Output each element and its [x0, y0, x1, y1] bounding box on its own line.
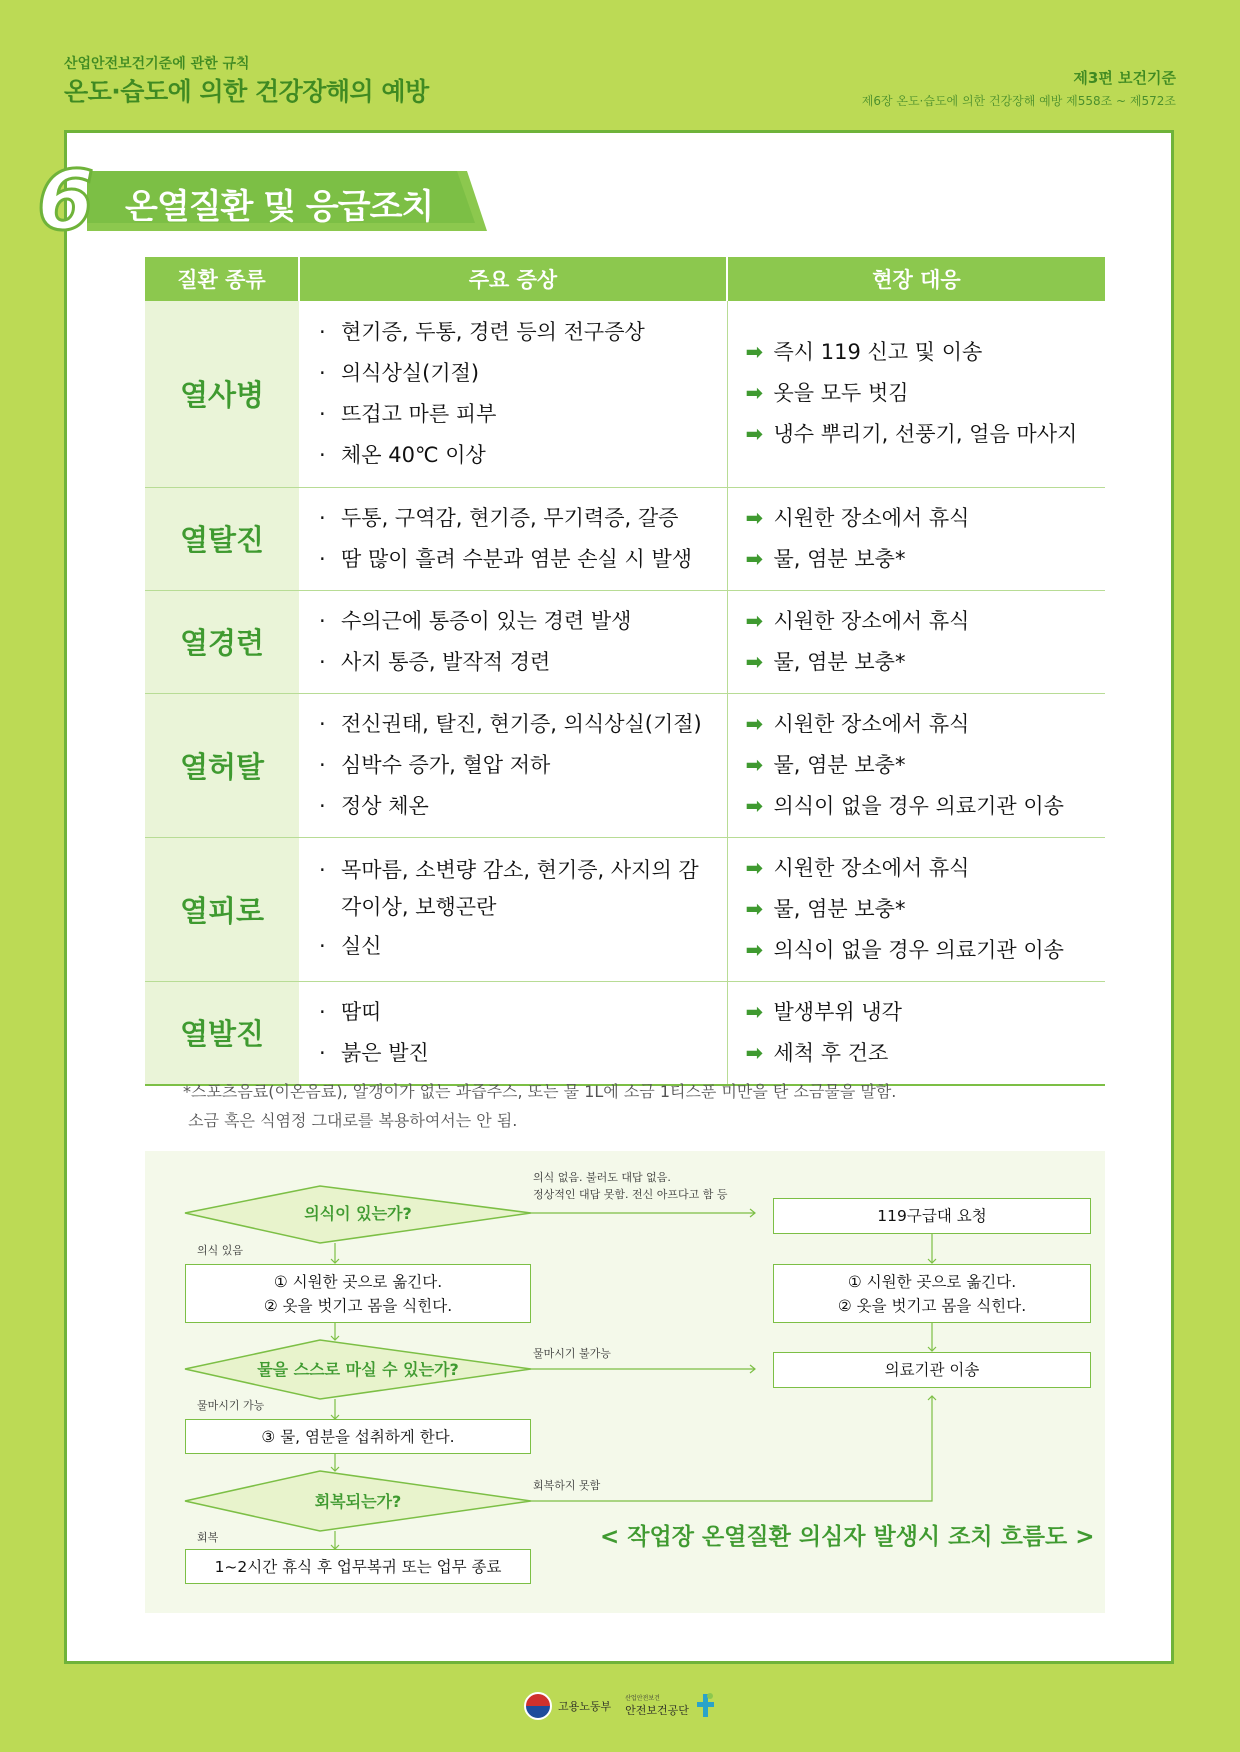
header-subtitle: 산업안전보건기준에 관한 규칙	[64, 56, 250, 72]
list-item: ➡ 시원한 장소에서 휴식	[746, 704, 1106, 745]
list-item: ➡ 의식이 없을 경우 의료기관 이송	[746, 786, 1106, 827]
table-row	[145, 837, 1105, 981]
label-not-recovered: 회복하지 못함	[533, 1479, 601, 1492]
symptom-list	[299, 693, 727, 837]
illness-name: 열사병	[145, 301, 299, 487]
list-item: · 사지 통증, 발작적 경련	[319, 649, 551, 674]
list-item: · 붉은 발진	[319, 1040, 429, 1065]
question-drink: 물을 스스로 마실 수 있는가?	[257, 1360, 459, 1379]
col-header-symptoms: 주요 증상	[299, 257, 727, 301]
arrow-right-icon: ➡	[745, 546, 764, 571]
list-item: ➡ 옷을 모두 벗김	[746, 373, 1106, 414]
action-list	[727, 837, 1105, 981]
action-list	[727, 981, 1105, 1085]
header-chapter: 제6장 온도·습도에 의한 건강장해 예방 제558조 ~ 제572조	[861, 94, 1176, 108]
arrow-right-icon: ➡	[745, 505, 764, 530]
arrow-right-icon: ➡	[745, 711, 764, 736]
list-item: ➡ 세척 후 건조	[746, 1033, 1106, 1074]
symptom-list	[299, 837, 727, 981]
box-first-aid-right: ① 시원한 곳으로 옮긴다. ② 옷을 벗기고 몸을 식힌다.	[773, 1264, 1091, 1323]
action-list	[727, 693, 1105, 837]
symptom-list	[299, 487, 727, 590]
flowchart	[145, 1151, 1105, 1613]
content-card	[37, 130, 1174, 1664]
list-item: · 의식상실(기절)	[319, 360, 480, 385]
list-item: ➡ 물, 염분 보충*	[746, 539, 1106, 580]
action-list	[727, 301, 1105, 487]
list-item: · 목마름, 소변량 감소, 현기증, 사지의 감각이상, 보행곤란	[319, 857, 699, 919]
arrow-right-icon: ➡	[745, 937, 764, 962]
arrow-right-icon: ➡	[745, 999, 764, 1024]
list-item: · 현기증, 두통, 경련 등의 전구증상	[319, 319, 645, 344]
kosha-logo	[625, 1692, 715, 1720]
label-can-drink: 물마시기 가능	[197, 1399, 265, 1412]
table-row	[145, 487, 1105, 590]
symptom-list	[299, 981, 727, 1085]
list-item: · 체온 40℃ 이상	[319, 442, 486, 467]
list-item: ➡ 시원한 장소에서 휴식	[746, 848, 1106, 889]
taegeuk-icon	[524, 1692, 552, 1720]
label-unconscious: 의식 없음. 불러도 대답 없음. 정상적인 대답 못함. 전신 아프다고 함 등	[533, 1171, 728, 1201]
label-recovered: 회복	[197, 1531, 219, 1544]
kosha-cross-icon	[695, 1692, 715, 1720]
footnote-line: 소금 혹은 식염정 그대로를 복용하여서는 안 됨.	[183, 1111, 518, 1130]
arrow-right-icon: ➡	[745, 649, 764, 674]
list-item: ➡ 물, 염분 보충*	[746, 745, 1106, 786]
illness-name: 열발진	[145, 981, 299, 1085]
section-number: 6	[37, 154, 95, 249]
box-hospital: 의료기관 이송	[773, 1352, 1091, 1388]
arrow-right-icon: ➡	[745, 381, 764, 406]
illness-name: 열피로	[145, 837, 299, 981]
question-conscious: 의식이 있는가?	[304, 1204, 412, 1223]
table-header-row	[145, 257, 1105, 301]
flowchart-caption: < 작업장 온열질환 의심자 발생시 조치 흐름도 >	[600, 1524, 1095, 1550]
list-item: ➡ 물, 염분 보충*	[746, 642, 1106, 683]
header-part: 제3편 보건기준	[1073, 69, 1176, 87]
arrow-right-icon: ➡	[745, 1040, 764, 1065]
list-item: · 실신	[319, 933, 382, 958]
action-list	[727, 487, 1105, 590]
illness-table	[145, 257, 1105, 1086]
list-item: ➡ 시원한 장소에서 휴식	[746, 601, 1106, 642]
arrow-right-icon: ➡	[745, 422, 764, 447]
illness-name: 열경련	[145, 590, 299, 693]
arrow-right-icon: ➡	[745, 793, 764, 818]
box-water-salt: ③ 물, 염분을 섭취하게 한다.	[185, 1419, 531, 1454]
question-recovery: 회복되는가?	[314, 1492, 402, 1511]
table-row	[145, 590, 1105, 693]
list-item: · 전신권태, 탈진, 현기증, 의식상실(기절)	[319, 711, 702, 736]
footnote	[183, 1077, 896, 1135]
list-item: ➡ 냉수 뿌리기, 선풍기, 얼음 마사지	[746, 414, 1106, 455]
table-row	[145, 693, 1105, 837]
list-item: · 두통, 구역감, 현기증, 무기력증, 갈증	[319, 505, 679, 530]
list-item: ➡ 의식이 없을 경우 의료기관 이송	[746, 930, 1106, 971]
col-header-actions: 현장 대응	[727, 257, 1105, 301]
box-first-aid-left: ① 시원한 곳으로 옮긴다. ② 옷을 벗기고 몸을 식힌다.	[185, 1264, 531, 1323]
agency-name: 안전보건공단	[625, 1703, 689, 1717]
header-title: 온도·습도에 의한 건강장해의 예방	[64, 77, 429, 106]
symptom-list	[299, 590, 727, 693]
section-banner	[87, 171, 507, 231]
illness-name: 열허탈	[145, 693, 299, 837]
action-list	[727, 590, 1105, 693]
list-item: · 땀 많이 흘려 수분과 염분 손실 시 발생	[319, 546, 693, 571]
list-item: ➡ 발생부위 냉각	[746, 992, 1106, 1033]
illness-name: 열탈진	[145, 487, 299, 590]
label-cannot-drink: 물마시기 불가능	[533, 1347, 611, 1360]
list-item: ➡ 시원한 장소에서 휴식	[746, 498, 1106, 539]
arrow-right-icon: ➡	[745, 752, 764, 777]
ministry-logo	[524, 1692, 611, 1720]
agency-small-text: 산업안전보건	[625, 1694, 660, 1702]
list-item: · 정상 체온	[319, 793, 429, 818]
footer-logos	[524, 1692, 715, 1720]
symptom-list	[299, 301, 727, 487]
label-conscious: 의식 있음	[197, 1244, 244, 1257]
table-row	[145, 301, 1105, 487]
list-item: · 심박수 증가, 혈압 저하	[319, 752, 551, 777]
arrow-right-icon: ➡	[745, 896, 764, 921]
arrow-right-icon: ➡	[745, 608, 764, 633]
list-item: · 뜨겁고 마른 피부	[319, 401, 497, 426]
list-item: ➡ 물, 염분 보충*	[746, 889, 1106, 930]
box-call-119: 119구급대 요청	[773, 1198, 1091, 1234]
arrow-right-icon: ➡	[745, 855, 764, 880]
list-item: · 땀띠	[319, 999, 382, 1024]
ministry-name: 고용노동부	[558, 1700, 612, 1713]
box-final: 1~2시간 휴식 후 업무복귀 또는 업무 종료	[185, 1549, 531, 1584]
section-title: 온열질환 및 응급조치	[125, 187, 434, 227]
col-header-type: 질환 종류	[145, 257, 299, 301]
footnote-line: *스포츠음료(이온음료), 알갱이가 없는 과즙주스, 또는 물 1L에 소금 1티스푼 미만을 탄 소금물을 말함.	[183, 1082, 897, 1101]
list-item: ➡ 즉시 119 신고 및 이송	[746, 332, 1106, 373]
list-item: · 수의근에 통증이 있는 경련 발생	[319, 608, 632, 633]
table-row	[145, 981, 1105, 1085]
arrow-right-icon: ➡	[745, 340, 764, 365]
